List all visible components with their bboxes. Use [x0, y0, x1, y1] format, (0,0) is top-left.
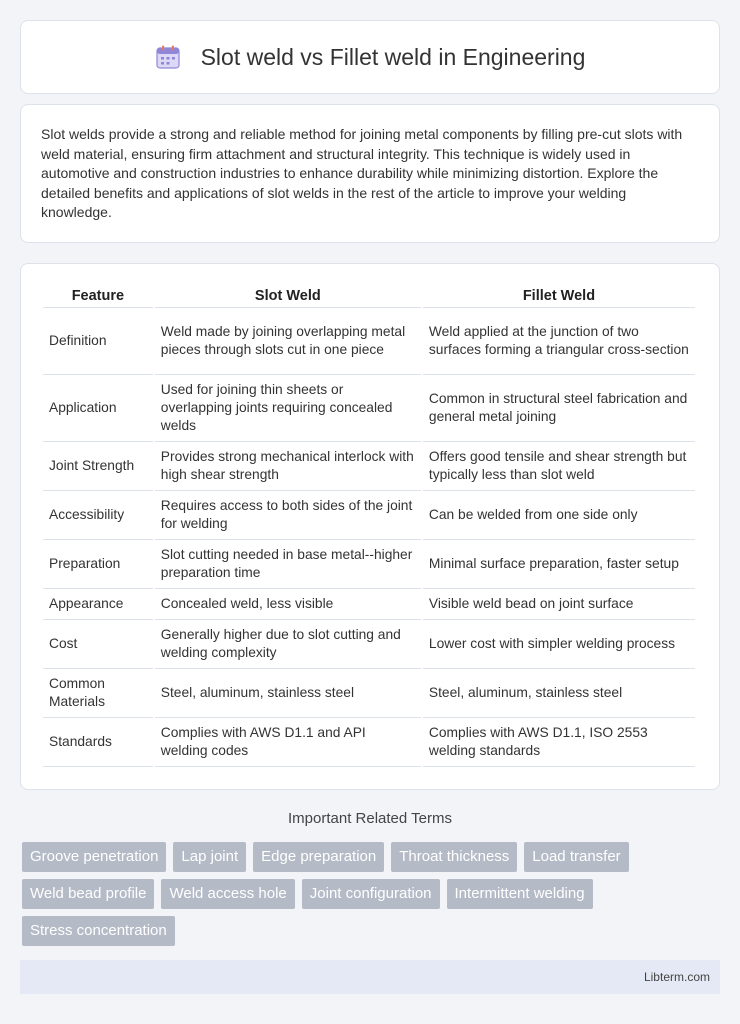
header-fillet-weld: Fillet Weld: [423, 284, 695, 308]
related-term-tag[interactable]: Load transfer: [524, 842, 628, 872]
related-term-tag[interactable]: Stress concentration: [22, 916, 175, 946]
header-feature: Feature: [43, 284, 153, 308]
slot-weld-cell: Slot cutting needed in base metal--higher preparation time: [155, 540, 421, 589]
slot-weld-cell: Weld made by joining overlapping metal pieces through slots cut in one piece: [155, 308, 421, 375]
feature-cell: Application: [43, 375, 153, 442]
fillet-weld-cell: Common in structural steel fabrication and general metal joining: [423, 375, 695, 442]
intro-text: Slot welds provide a strong and reliable method for joining metal components by filling pre-cut slots with weld material, ensuring firm attachment and structural integrity. This technique is widely used in automotive and construction industries to enhance durability while minimizing distortion. Explore the detailed benefits and applications of slot welds in the rest of the article to improve your welding knowledge.: [41, 126, 683, 221]
fillet-weld-cell: Lower cost with simpler welding process: [423, 620, 695, 669]
feature-cell: Definition: [43, 308, 153, 375]
feature-cell: Standards: [43, 718, 153, 767]
fillet-weld-cell: Steel, aluminum, stainless steel: [423, 669, 695, 718]
page-title: Slot weld vs Fillet weld in Engineering: [200, 43, 586, 70]
table-row: [43, 540, 695, 589]
slot-weld-cell: Requires access to both sides of the joint for welding: [155, 491, 421, 540]
table-row: [43, 491, 695, 540]
related-term-tag[interactable]: Throat thickness: [391, 842, 517, 872]
table-row: [43, 589, 695, 620]
intro-card: [20, 104, 720, 243]
fillet-weld-cell: Visible weld bead on joint surface: [423, 589, 695, 620]
related-terms-title: Important Related Terms: [288, 810, 452, 827]
fillet-weld-cell: Complies with AWS D1.1, ISO 2553 welding standards: [423, 718, 695, 767]
comparison-table: [41, 284, 697, 767]
related-term-tag[interactable]: Weld bead profile: [22, 879, 154, 909]
related-term-tag[interactable]: Groove penetration: [22, 842, 166, 872]
related-term-tag[interactable]: Intermittent welding: [447, 879, 593, 909]
slot-weld-cell: Concealed weld, less visible: [155, 589, 421, 620]
feature-cell: Preparation: [43, 540, 153, 589]
related-term-tag[interactable]: Weld access hole: [161, 879, 294, 909]
table-row: [43, 669, 695, 718]
table-row: [43, 442, 695, 491]
header-slot-weld: Slot Weld: [155, 284, 421, 308]
related-term-tag[interactable]: Joint configuration: [302, 879, 440, 909]
table-row: [43, 308, 695, 375]
fillet-weld-cell: Weld applied at the junction of two surfaces forming a triangular cross-section: [423, 308, 695, 375]
slot-weld-cell: Provides strong mechanical interlock with high shear strength: [155, 442, 421, 491]
slot-weld-cell: Complies with AWS D1.1 and API welding codes: [155, 718, 421, 767]
table-row: [43, 375, 695, 442]
comparison-card: [20, 263, 720, 790]
slot-weld-cell: Generally higher due to slot cutting and welding complexity: [155, 620, 421, 669]
table-row: [43, 718, 695, 767]
feature-cell: Common Materials: [43, 669, 153, 718]
feature-cell: Accessibility: [43, 491, 153, 540]
fillet-weld-cell: Offers good tensile and shear strength but typically less than slot weld: [423, 442, 695, 491]
calendar-icon: [155, 44, 181, 70]
fillet-weld-cell: Minimal surface preparation, faster setup: [423, 540, 695, 589]
table-header-row: [43, 284, 695, 308]
footer-site-link[interactable]: Libterm.com: [20, 960, 720, 994]
fillet-weld-cell: Can be welded from one side only: [423, 491, 695, 540]
slot-weld-cell: Used for joining thin sheets or overlapping joints requiring concealed welds: [155, 375, 421, 442]
header-card: [20, 20, 720, 94]
related-terms-list: [22, 842, 722, 953]
feature-cell: Cost: [43, 620, 153, 669]
slot-weld-cell: Steel, aluminum, stainless steel: [155, 669, 421, 718]
table-row: [43, 620, 695, 669]
related-term-tag[interactable]: Edge preparation: [253, 842, 384, 872]
feature-cell: Appearance: [43, 589, 153, 620]
feature-cell: Joint Strength: [43, 442, 153, 491]
related-term-tag[interactable]: Lap joint: [173, 842, 246, 872]
